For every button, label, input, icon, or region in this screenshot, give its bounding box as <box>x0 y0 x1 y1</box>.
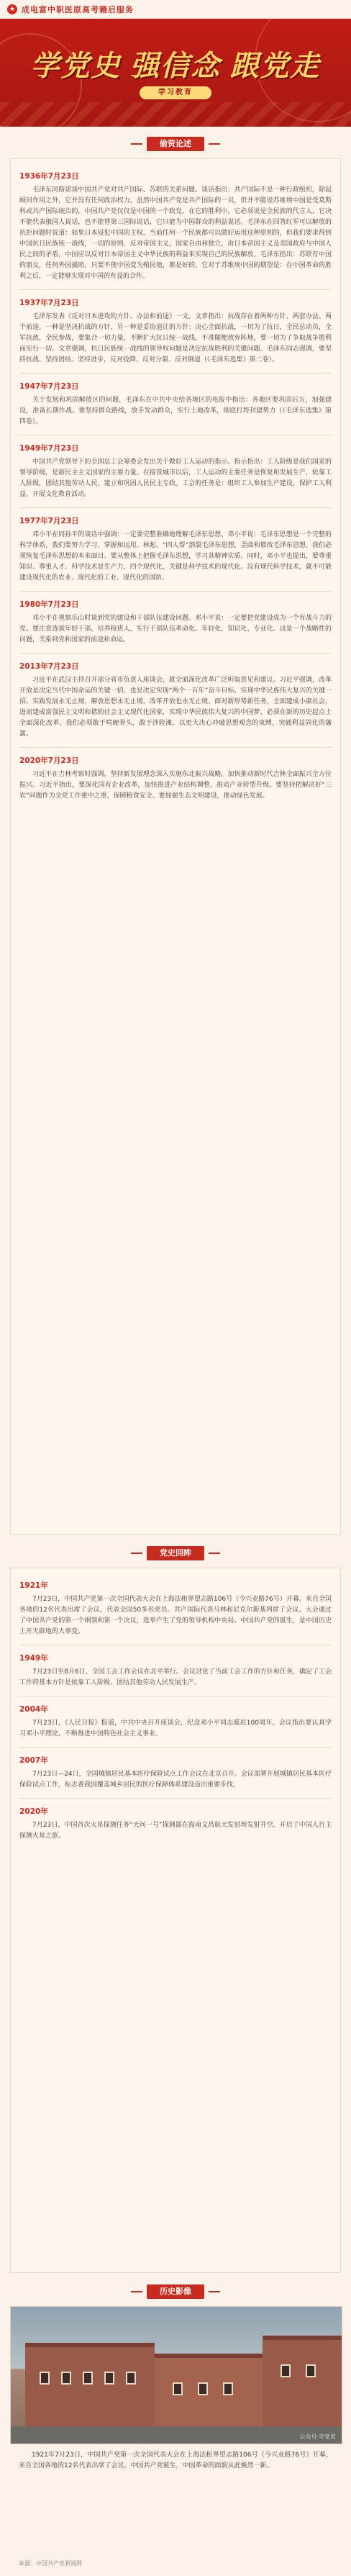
source-note: 来源：中国共产党新闻网 <box>19 2560 82 2567</box>
entry-text: 邓小平在视察乐山时谈到党的建设和干部队伍建设问题。邓小平说：一定要把党建设成为一个有战斗力的党。要注意选拔年轻干部，培养接班人，实行干部队伍革命化、年轻化、知识化、专业化。这是一个战略性的问题，关系到党和国家的前途和命运。 <box>19 615 332 643</box>
history-item <box>19 1704 332 1748</box>
historical-photo <box>10 2306 342 2444</box>
entry-item <box>19 171 332 290</box>
history-year: 2004年 <box>19 1705 48 1714</box>
photo-watermark: 公众号·学党史 <box>299 2433 336 2440</box>
entry-date: 2013年7月23日 <box>19 662 79 671</box>
entry-item <box>19 381 332 435</box>
entry-date: 1980年7月23日 <box>19 600 79 609</box>
window-shape <box>83 2372 93 2385</box>
history-year: 2007年 <box>19 1756 48 1765</box>
divider <box>19 591 332 592</box>
window-shape <box>126 2372 136 2385</box>
headline-part-1: 学党史 <box>30 49 122 83</box>
divider <box>19 1798 332 1799</box>
section-tag-history: 党史回眸 <box>147 1546 204 1560</box>
divider <box>19 747 332 748</box>
history-text: 7月23日至8月6日，全国工会工作会议在北平举行。会议讨论了当前工会工作的方针和任务，确定了工会工作的基本方针是依靠工人阶级、团结其他劳动人民发展生产。 <box>19 1668 332 1686</box>
window-shape <box>173 2382 183 2395</box>
history-text: 7月23日—24日，全国城镇居民基本医疗保险试点工作会议在北京召开。会议部署开展城镇居民基本医疗保险试点工作，标志着我国覆盖城乡居民的医疗保障体系建设迈出重要步伐。 <box>19 1771 332 1789</box>
window-shape <box>104 2372 114 2385</box>
window-shape <box>198 2382 208 2395</box>
discourse-panel <box>10 158 341 1535</box>
entry-date: 1949年7月23日 <box>19 444 79 453</box>
window-shape <box>223 2382 233 2395</box>
entry-item <box>19 443 332 508</box>
photo-caption: 1921年7月23日，中国共产党第一次全国代表大会在上海法租界望志路106号（今兴业路76号）开幕，来自全国各地的12名代表出席了会议。中国共产党诞生，中国革命的面貌从此焕然一新。 <box>19 2451 332 2469</box>
history-item <box>19 1653 332 1696</box>
headline-part-2: 强信念 <box>130 49 221 83</box>
banner-headline <box>0 43 351 84</box>
window-shape <box>306 2364 316 2377</box>
history-item <box>19 1580 332 1645</box>
building-shape <box>263 2336 342 2426</box>
history-year: 2020年 <box>19 1807 48 1816</box>
window-shape <box>40 2372 50 2385</box>
headline-part-3: 跟党走 <box>229 49 321 83</box>
entry-text: 毛泽东发表《反对日本进攻的方针、办法和前途》一文。文章指出：抗战存在着两种方针、两套办法、两个前途。一种是坚决抗战的方针，另一种是妥协退让的方针；决心全面抗战，一切为了抗日，全民总动员，全军抗敌，全民参战，要集合一切力量，不断扩大抗日统一战线。不准随便放弃阵地，要一切为了争取战争胜利而实行一切。文章强调，抗日民族统一战线的领导权问题是决定抗战胜利的关键问题。毛泽东同志强调，要坚持抗战、坚持团结、坚持进步，反对投降、反对分裂、反对倒退（《毛泽东选集》第二卷）。 <box>19 313 332 363</box>
entry-date: 1937年7月23日 <box>19 299 79 307</box>
entry-text: 邓小平在同孙平的谈话中强调：一定要完整准确地理解毛泽东思想。邓小平说：毛泽东思想是一个完整的科学体系，我们要努力学习、掌握和运用。林彪、“四人帮”割裂毛泽东思想，歪曲和篡改毛泽东思想，我们必须恢复毛泽东思想的本来面目。要从整体上把握毛泽东思想，学习其精神实质。同时，邓小平也提出，要尊重知识、尊重人才。科学技术是生产力，四个现代化，关键是科学技术的现代化。没有现代科学技术，就不可能建设现代化的农业、现代化的工业、现代化的国防。 <box>19 531 332 582</box>
divider <box>19 653 332 654</box>
divider <box>19 1747 332 1748</box>
window-shape <box>281 2364 291 2377</box>
brand-name: 成电富中职医原高考籍后服务 <box>22 5 134 14</box>
history-year: 1921年 <box>19 1581 48 1590</box>
divider <box>19 373 332 374</box>
section-tag-photos: 历史影像 <box>147 2284 204 2299</box>
entry-date: 1947年7月23日 <box>19 382 79 391</box>
history-text: 7月23日，中国共产党第一次全国代表大会在上海法租界望志路106号（今兴业路76号）开幕。来自全国各地的12名代表出席了会议，代表全国50多名党员。共产国际代表马林和尼克尔斯基列席了会议。大会通过了中国共产党的第一个纲领和第一个决议，选举产生了党的领导机构中央局。中国共产党的诞生，是中国历史上开天辟地的大事变。 <box>19 1596 332 1635</box>
banner-pill: 学习教育 <box>140 86 211 99</box>
entry-date: 2020年7月23日 <box>19 756 79 765</box>
section-tag-discourse: 偷资论述 <box>147 137 204 151</box>
history-panel <box>10 1568 341 2273</box>
entry-text: 习近平在武汉主持召开部分省市负责人座谈会，就全面深化改革广泛听取意见和建议。习近平强调，改革开放是决定当代中国命运的关键一招，也是决定实现“两个一百年”奋斗目标、实现中华民族伟大复兴的关键一招。实践发展永无止境，解放思想永无止境，改革开放也永无止境。面对新形势新任务，全面建成小康社会，进而建成富强民主文明和谐的社会主义现代化国家，实现中华民族伟大复兴的中国梦，必须在新的历史起点上全面深化改革。我们必须敢于啃硬骨头，敢于涉险滩，以更大决心冲破思想观念的束缚，突破利益固化的藩篱。 <box>19 677 332 738</box>
entry-item <box>19 755 332 802</box>
entry-item <box>19 515 332 592</box>
entry-item <box>19 599 332 654</box>
street <box>11 2426 342 2444</box>
banner-pattern <box>0 102 351 127</box>
top-brand-bar <box>0 0 351 19</box>
entry-text: 毛泽东同斯诺谈中国共产党对共产国际、苏联的关系问题。谈话指出：共产国际不是一种行政组织，除起顾问作用之外，它并没有任何政治权力。虽然中国共产党是共产国际的一员，但并不能说苏维埃中国是受莫斯科或共产国际统治的。中国共产党仅仅是中国的一个政党，在它的胜利中，它必须说是全民族的代言人，它决不能代表俄国人说话，也不能替第三国际说话，它只能为中国群众的利益说话。毛泽东在回答红军可以解放的抗拒问题时说道：如果日本侵犯中国的主权，当前任何一个民族都可以做好运用这种原则的，但我们要求得到中国抗日民族统一战线，一切的原则，反对帝国主义，国家自由和独立，由日本帝国主义及卖国政府与中国人民之间的矛盾，中国应以反对日本帝国主义中华民族的利益来实现自己的民族解放。毛泽东指出：苏联有中国的朋友，任何外国援助，只要不使中国变为殖民地，都是好的。它对于苏维埃中国的期望是：在中国革命的胜利之后，一定能够实现对中国的有益的合作。 <box>19 186 332 280</box>
entry-text: 习近平在吉林考察时强调，坚持新发展理念深入实施东北振兴战略，加快推动新时代吉林全面振兴全方位振兴。习近平指出，要深化国有企业改革，加快推进产业结构调整，推动产业转型升级。要坚持把解决好“三农”问题作为全党工作重中之重，保障粮食安全。要加强生态文明建设，推动绿色发展。 <box>19 771 332 800</box>
building-shape <box>155 2354 263 2426</box>
entry-text: 关于发展和巩固解放区的问题，毛泽东在中共中央给各地区的电报中指出：各地区要巩固后方，加强建设，准备长期作战。要坚持群众路线，放手发动群众，实行土地改革，彻底打垮封建势力（《毛泽东选集》第四卷）。 <box>19 397 332 425</box>
history-item <box>19 1806 332 1842</box>
star-logo-icon: ★ <box>7 4 17 14</box>
history-item <box>19 1755 332 1799</box>
divider <box>19 289 332 290</box>
window-shape <box>61 2372 71 2385</box>
entry-text: 中国共产党领导下的全国总工会筹委会发出关于做好工人运动的指示。指示指出：工人阶级是我们国家的领导阶级，是新民主主义国家的主要力量。在接管城市以后，工人运动的主要任务是恢复和发展生产，依靠工人阶级，团结其他劳动人民，建立和巩固人民民主专政。工会的任务是：组织工人参加生产建设，保护工人利益，开展文化教育活动。 <box>19 458 332 498</box>
entry-date: 1936年7月23日 <box>19 172 79 181</box>
divider <box>19 507 332 508</box>
history-year: 1949年 <box>19 1654 48 1663</box>
entry-item <box>19 297 332 374</box>
entry-item <box>19 661 332 748</box>
history-text: 7月23日，《人民日报》报道，中共中央召开座谈会，纪念邓小平同志诞辰100周年，会议指出要认真学习邓小平理论，不断推进中国特色社会主义事业。 <box>19 1719 332 1737</box>
hero-banner <box>0 19 351 127</box>
history-text: 7月23日，中国首次火星探测任务“天问一号”探测器在海南文昌航天发射场发射升空，开启了中国人自主探测火星之旅。 <box>19 1822 332 1840</box>
building-shape <box>25 2343 155 2426</box>
entry-date: 1977年7月23日 <box>19 517 79 525</box>
